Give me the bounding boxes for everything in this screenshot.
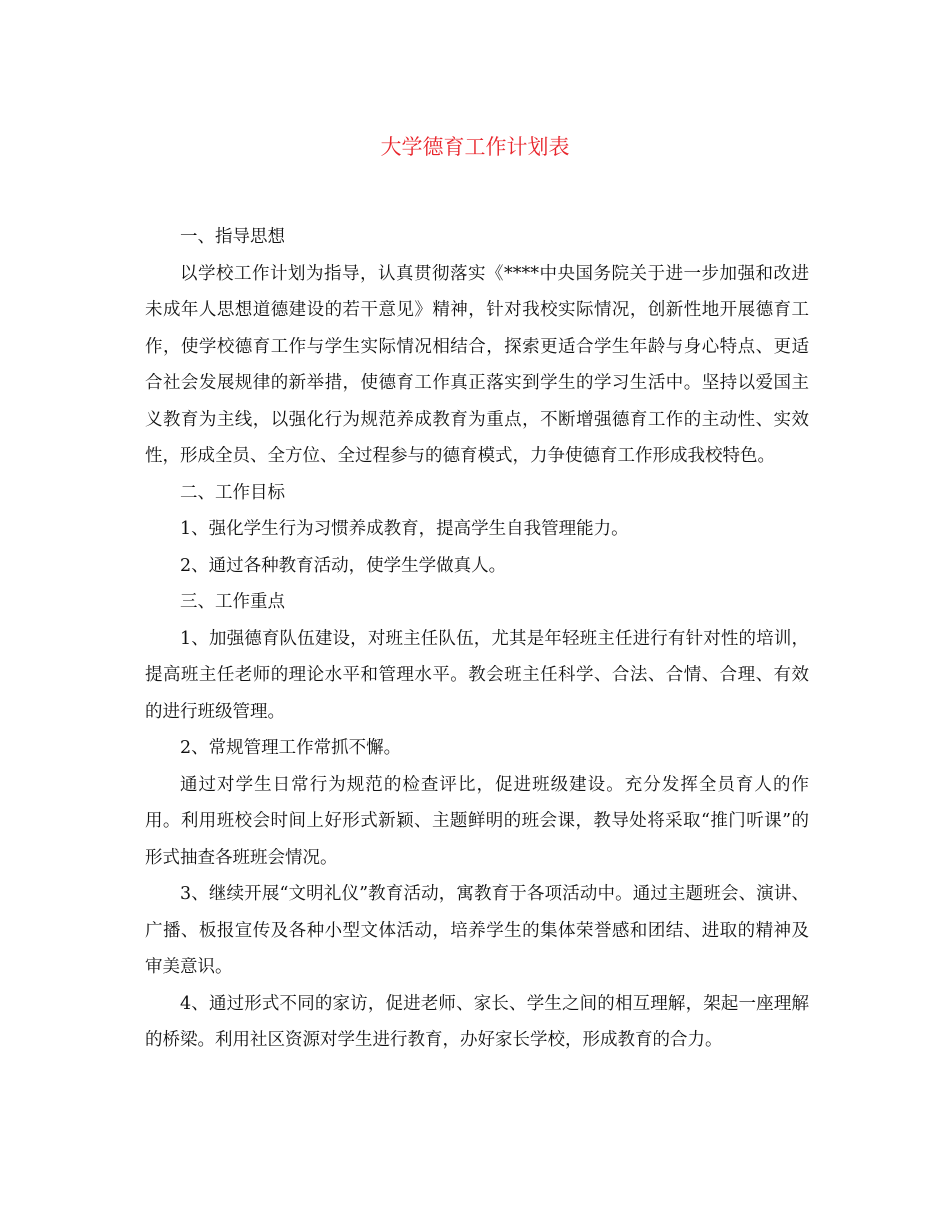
focus-item-1: 1、加强德育队伍建设，对班主任队伍，尤其是年轻班主任进行有针对性的培训，提高班主任老师的理论水平和管理水平。教会班主任科学、合法、合情、合理、有效的进行班级管理。 xyxy=(145,628,809,722)
document-body xyxy=(145,219,809,1059)
goal-item-1: 1、强化学生行为习惯养成教育，提高学生自我管理能力。 xyxy=(180,519,629,539)
focus-item-2-detail: 通过对学生日常行为规范的检查评比，促进班级建设。充分发挥全员育人的作用。利用班校会时间上好形式新颖、主题鲜明的班会课，教导处将采取“推门听课”的形式抽查各班班会情况。 xyxy=(145,774,809,868)
focus-item-2: 2、常规管理工作常抓不懈。 xyxy=(180,738,402,758)
focus-item-4: 4、通过形式不同的家访，促进老师、家长、学生之间的相互理解，架起一座理解的桥梁。利用社区资源对学生进行教育，办好家长学校，形成教育的合力。 xyxy=(145,993,809,1050)
heading-work-goals: 二、工作目标 xyxy=(180,482,285,503)
heading-guiding-ideology: 一、指导思想 xyxy=(180,227,285,247)
goal-item-2: 2、通过各种教育活动，使学生学做真人。 xyxy=(180,555,507,576)
focus-item-3: 3、继续开展“文明礼仪”教育活动，寓教育于各项活动中。通过主题班会、演讲、广播、板报宣传及各种小型文体活动，培养学生的集体荣誉感和团结、进取的精神及审美意识。 xyxy=(145,884,809,977)
heading-work-focus: 三、工作重点 xyxy=(180,592,285,612)
document-title: 大学德育工作计划表 xyxy=(380,135,570,159)
paragraph-guiding-ideology: 以学校工作计划为指导，认真贯彻落实《****中央国务院关于进一步加强和改进未成年人思想道德建设的若干意见》精神，针对我校实际情况，创新性地开展德育工作，使学校德育工作与学生实际情况相结合，探索更适合学生年龄与身心特点、更适合社会发展规律的新举措，使德育工作真正落实到学生的学习生活中。坚持以爱国主义教育为主线，以强化行为规范养成教育为重点，不断增强德育工作的主动性、实效性，形成全员、全方位、全过程参与的德育模式，力争使德育工作形成我校特色。 xyxy=(145,263,809,466)
